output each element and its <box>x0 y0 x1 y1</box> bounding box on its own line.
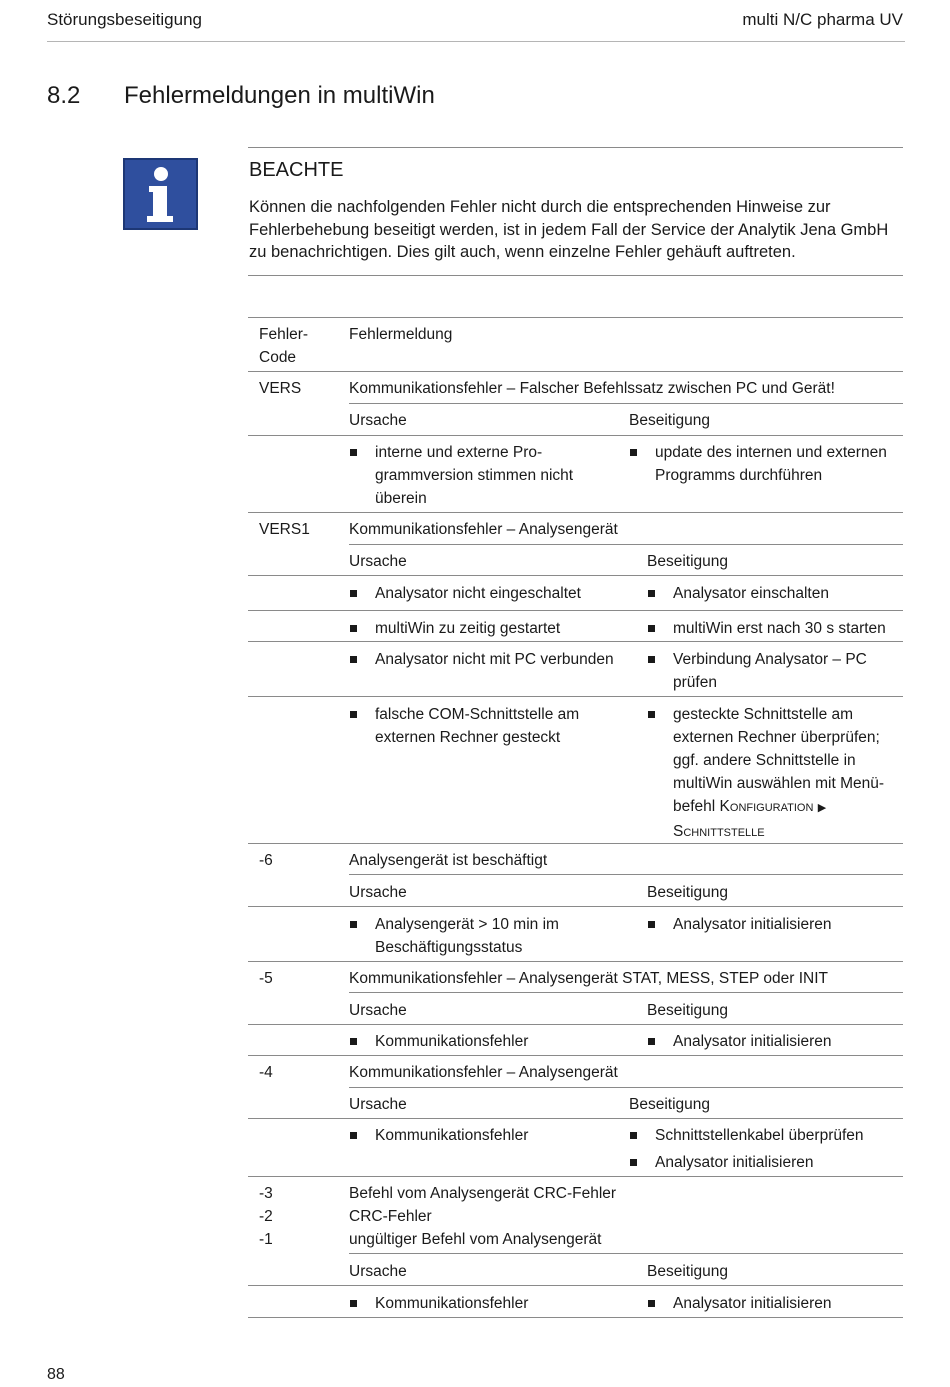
note-bottom-rule <box>248 275 903 276</box>
fix-text: gesteckte Schnittstelle am externen Rechner überprüfen; ggf. andere Schnittstelle in multiWin auswählen mit Menü- befehl <box>673 706 885 815</box>
error-message: Kommunikationsfehler – Analysengerät <box>349 521 618 538</box>
cause-text: Kommunikationsfehler <box>375 1295 529 1312</box>
table-rule <box>349 544 903 545</box>
error-message: Kommunikationsfehler – Falscher Befehlssatz zwischen PC und Gerät! <box>349 380 835 397</box>
bullet-icon <box>648 625 655 632</box>
fix-label: Beseitigung <box>629 1096 711 1113</box>
table-rule <box>349 874 903 875</box>
bullet-icon <box>350 921 357 928</box>
cause-label: Ursache <box>349 1002 407 1019</box>
menu-path <box>673 795 913 843</box>
bullet-icon <box>350 1300 357 1307</box>
page-number: 88 <box>47 1366 65 1383</box>
note-heading: BEACHTE <box>249 159 344 181</box>
bullet-icon <box>648 921 655 928</box>
section-number: 8.2 <box>47 82 81 109</box>
table-rule <box>248 610 903 611</box>
fix-label: Beseitigung <box>629 412 711 429</box>
table-rule <box>248 371 903 372</box>
page-header-right: multi N/C pharma UV <box>742 10 903 29</box>
error-code: -6 <box>259 852 273 869</box>
table-rule <box>248 1055 903 1056</box>
cause-text: interne und externe Pro- grammversion stimmen nicht überein <box>375 444 574 507</box>
bullet-icon <box>350 590 357 597</box>
table-rule <box>349 992 903 993</box>
error-message: Kommunikationsfehler – Analysengerät STAT, MESS, STEP oder INIT <box>349 970 828 987</box>
table-rule <box>349 403 903 404</box>
menu-item-konfiguration: Konfiguration <box>719 798 814 815</box>
cause-text: Analysator nicht eingeschaltet <box>375 585 581 602</box>
table-rule <box>248 961 903 962</box>
error-code: -3 -2 -1 <box>259 1185 273 1248</box>
fix-text: Verbindung Analysator – PC prüfen <box>673 651 867 691</box>
cause-text: Analysengerät > 10 min im Beschäftigungsstatus <box>375 916 559 956</box>
bullet-icon <box>350 625 357 632</box>
note-text: Können die nachfolgenden Fehler nicht durch die entsprechenden Hinweise zur Fehlerbehebung beseitigt werden, ist in jedem Fall der Service der Analytik Jena GmbH zu benachrichtigen. Dies gilt auch, wenn einzelne Fehler gehäuft auftreten. <box>249 198 889 261</box>
info-icon <box>123 158 198 230</box>
error-message: Analysengerät ist beschäftigt <box>349 852 548 869</box>
table-rule <box>349 1253 903 1254</box>
bullet-icon <box>630 1159 637 1166</box>
bullet-icon <box>350 1038 357 1045</box>
fix-text: update des internen und externen Programms durchführen <box>655 444 887 484</box>
note-top-rule <box>248 147 903 148</box>
error-message: Kommunikationsfehler – Analysengerät <box>349 1064 618 1081</box>
bullet-icon <box>350 449 357 456</box>
error-code: -5 <box>259 970 273 987</box>
cause-text: Analysator nicht mit PC verbunden <box>375 651 614 668</box>
page-header-left: Störungsbeseitigung <box>47 10 203 29</box>
table-rule <box>248 1317 903 1318</box>
cause-label: Ursache <box>349 1263 407 1280</box>
cause-text: multiWin zu zeitig gestartet <box>375 620 561 637</box>
cause-label: Ursache <box>349 412 407 429</box>
cause-text: Kommunikationsfehler <box>375 1033 529 1050</box>
bullet-icon <box>648 711 655 718</box>
table-rule <box>248 1176 903 1177</box>
cause-text: Kommunikationsfehler <box>375 1127 529 1144</box>
fix-label: Beseitigung <box>647 553 729 570</box>
table-rule <box>248 1285 903 1286</box>
fix-text: Analysator initialisieren <box>673 1033 832 1050</box>
table-rule <box>248 696 903 697</box>
header-divider <box>47 41 905 42</box>
fix-label: Beseitigung <box>647 1263 729 1280</box>
column-header-code: Fehler- Code <box>259 326 309 366</box>
menu-item-schnittstelle: Schnittstelle <box>673 823 765 840</box>
table-rule <box>248 843 903 844</box>
fix-label: Beseitigung <box>647 884 729 901</box>
cause-label: Ursache <box>349 553 407 570</box>
bullet-icon <box>350 1132 357 1139</box>
bullet-icon <box>630 449 637 456</box>
fix-label: Beseitigung <box>647 1002 729 1019</box>
menu-arrow-icon: ▶ <box>817 802 827 814</box>
table-rule <box>248 906 903 907</box>
bullet-icon <box>648 1038 655 1045</box>
bullet-icon <box>648 656 655 663</box>
error-message: Befehl vom Analysengerät CRC-Fehler CRC-Fehler ungültiger Befehl vom Analysengerät <box>349 1185 617 1248</box>
fix-text: Analysator einschalten <box>673 585 829 602</box>
fix-text: Analysator initialisieren <box>673 1295 832 1312</box>
fix-text: Analysator initialisieren <box>655 1154 814 1171</box>
table-rule <box>349 1087 903 1088</box>
bullet-icon <box>648 590 655 597</box>
table-top-rule <box>248 317 903 318</box>
section-title: Fehlermeldungen in multiWin <box>124 82 435 109</box>
cause-label: Ursache <box>349 884 407 901</box>
table-rule <box>248 575 903 576</box>
error-code: -4 <box>259 1064 273 1081</box>
error-code: VERS <box>259 380 302 397</box>
bullet-icon <box>350 711 357 718</box>
bullet-icon <box>648 1300 655 1307</box>
table-rule <box>248 1118 903 1119</box>
bullet-icon <box>630 1132 637 1139</box>
table-rule <box>248 435 903 436</box>
bullet-icon <box>350 656 357 663</box>
column-header-message: Fehlermeldung <box>349 326 453 343</box>
table-rule <box>248 1024 903 1025</box>
table-rule <box>248 641 903 642</box>
fix-text: Analysator initialisieren <box>673 916 832 933</box>
cause-text: falsche COM-Schnittstelle am externen Rechner gesteckt <box>375 706 580 746</box>
fix-text: Schnittstellenkabel überprüfen <box>655 1127 864 1144</box>
cause-label: Ursache <box>349 1096 407 1113</box>
fix-text: multiWin erst nach 30 s starten <box>673 620 886 637</box>
error-code: VERS1 <box>259 521 310 538</box>
table-rule <box>248 512 903 513</box>
